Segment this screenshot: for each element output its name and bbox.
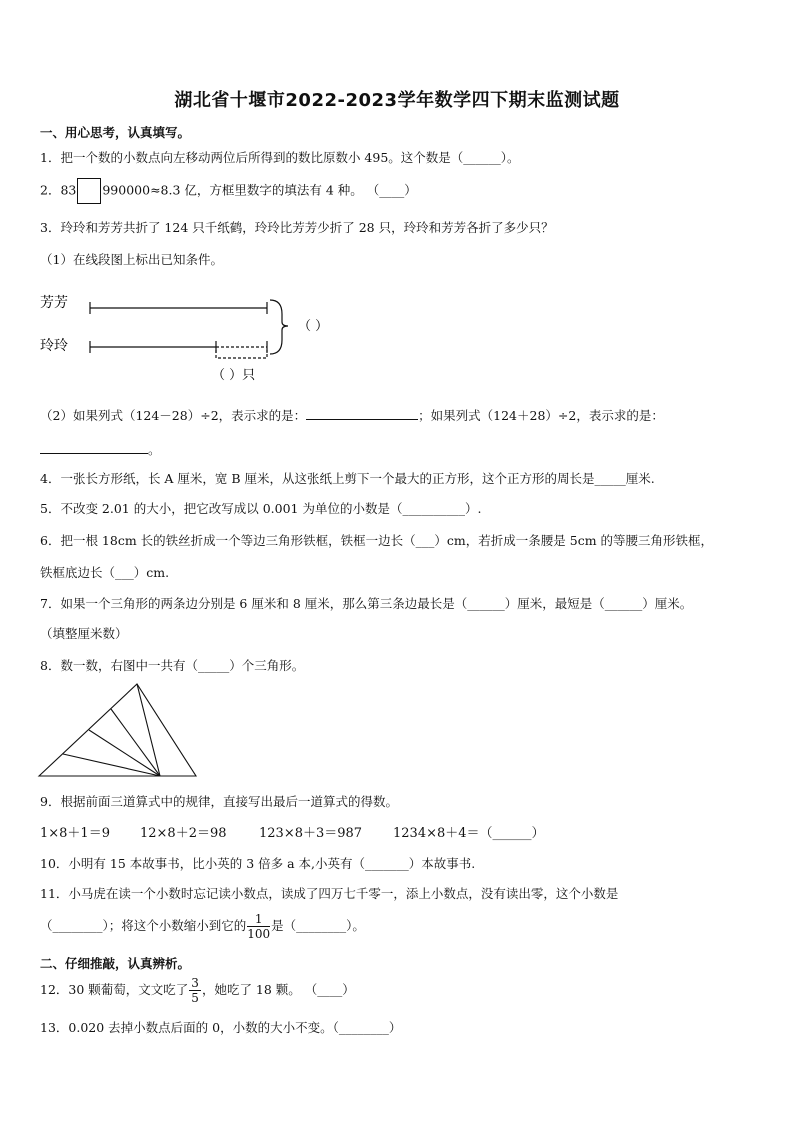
question-2-suffix: 990000≈8.3 亿，方框里数字的填法有 4 种。 （____） (102, 182, 417, 198)
question-11-text-b: 是（________）。 (271, 918, 365, 933)
fraction-three-fifths (189, 976, 201, 1005)
bottom-blank: （ ）只 (212, 368, 256, 383)
question-6-line-2: 铁框底边长（___）cm. (40, 565, 170, 580)
fraction-one-hundredth (247, 912, 270, 941)
page-title: 湖北省十堰市2022-2023学年数学四下期末监测试题 (174, 90, 620, 111)
equation-2: 12×8＋2＝98 (140, 826, 227, 841)
question-2 (40, 178, 417, 204)
total-brace (270, 300, 288, 354)
triangle-figure (36, 682, 200, 780)
part-2-text-a: （2）如果列式（124－28）÷2，表示求的是： (40, 408, 307, 423)
question-3-part-2 (40, 406, 664, 424)
difference-bracket (216, 350, 267, 358)
question-3: 3．玲玲和芳芳共折了 124 只千纸鹤，玲玲比芳芳少折了 28 只，玲玲和芳芳各折了多少只？ (40, 220, 554, 235)
digit-box[interactable] (77, 178, 101, 204)
fraction-numerator: 1 (247, 912, 270, 927)
part-2-end: 。 (148, 442, 161, 457)
question-11-line-2 (40, 912, 365, 941)
question-3-part-2-cont (40, 440, 161, 458)
question-7-line-2: （填整厘米数） (40, 626, 128, 641)
section-heading-1: 一、用心思考，认真填写。 (40, 125, 191, 140)
brace-blank: （ ） (298, 319, 329, 334)
inner-line-4 (137, 684, 160, 776)
fraction-denominator: 5 (191, 991, 199, 1005)
outer-triangle (39, 684, 196, 776)
equation-4: 1234×8＋4＝（______） (393, 826, 545, 841)
part-2-text-b: ；如果列式（124＋28）÷2，表示求的是： (418, 408, 664, 423)
question-3-part-1: （1）在线段图上标出已知条件。 (40, 252, 223, 267)
equation-3: 123×8＋3＝987 (259, 826, 363, 841)
question-5: 5．不改变 2.01 的大小，把它改写成以 0.001 为单位的小数是（__________）. (40, 501, 482, 516)
answer-blank-1[interactable] (306, 407, 418, 420)
question-12-text-a: 12．30 颗葡萄，文文吃了 (40, 982, 189, 997)
question-12 (40, 976, 355, 1005)
question-6-line-1: 6．把一根 18cm 长的铁丝折成一个等边三角形铁框，铁框一边长（___）cm，若折成一条腰是 5cm 的等腰三角形铁框， (40, 533, 714, 548)
section-heading-2: 二、仔细推敲，认真辨析。 (40, 956, 191, 971)
line-segment-diagram (36, 288, 376, 388)
question-10: 10．小明有 15 本故事书，比小英的 3 倍多 a 本,小英有（_______）本故事书. (40, 856, 476, 871)
question-7-line-1: 7．如果一个三角形的两条边分别是 6 厘米和 8 厘米，那么第三条边最长是（______）厘米，最短是（______）厘米。 (40, 596, 693, 611)
fraction-denominator: 100 (247, 927, 271, 941)
question-12-text-b: ，她吃了 18 颗。 （____） (201, 982, 355, 997)
fraction-numerator: 3 (191, 976, 199, 990)
question-13: 13．0.020 去掉小数点后面的 0，小数的大小不变。（________） (40, 1020, 402, 1035)
question-2-prefix: 2．83 (40, 182, 77, 198)
question-8: 8．数一数，右图中一共有（_____）个三角形。 (40, 658, 305, 673)
equation-1: 1×8＋1＝9 (40, 826, 110, 841)
question-9: 9．根据前面三道算式中的规律，直接写出最后一道算式的得数。 (40, 794, 398, 809)
question-1: 1．把一个数的小数点向左移动两位后所得到的数比原数小 495。这个数是（______）。 (40, 150, 520, 165)
label-lingling: 玲玲 (40, 338, 68, 354)
inner-line-2 (89, 730, 160, 776)
answer-blank-2[interactable] (40, 441, 148, 454)
question-11-line-1: 11．小马虎在读一个小数时忘记读小数点，读成了四万七千零一，添上小数点，没有读出零，这个小数是 (40, 886, 619, 901)
inner-line-3 (111, 709, 160, 776)
question-11-text-a: （________）；将这个小数缩小到它的 (40, 918, 247, 933)
label-fangfang: 芳芳 (40, 295, 68, 311)
question-4: 4．一张长方形纸，长 A 厘米，宽 B 厘米，从这张纸上剪下一个最大的正方形，这个正方形的周长是_____厘米. (40, 471, 655, 486)
inner-line-1 (63, 754, 160, 776)
